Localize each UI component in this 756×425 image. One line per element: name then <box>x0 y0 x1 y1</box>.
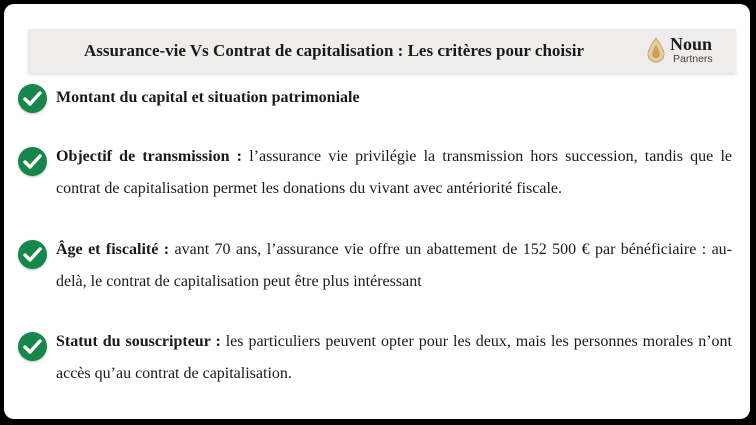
criterion-label: Statut du souscripteur : <box>56 333 221 350</box>
check-icon <box>18 147 47 176</box>
criterion-description: les particuliers peuvent opter pour les deux, mais les personnes morales n’ont accès qu’au contrat de capitalisation. <box>56 333 732 382</box>
criterion-text <box>56 82 732 114</box>
slide-card <box>4 4 750 419</box>
title-banner <box>28 29 736 73</box>
page-title: Assurance-vie Vs Contrat de capitalisation : Les critères pour choisir <box>83 41 585 60</box>
criterion-description: l’assurance vie privilégie la transmission hors succession, tandis que le contrat de capitalisation permet les donations du vivant avec antériorité fiscale. <box>56 148 732 197</box>
criterion-label: Âge et fiscalité : <box>56 241 170 258</box>
criterion-text <box>56 234 732 298</box>
criterion-description: avant 70 ans, l’assurance vie offre un abattement de 152 500 € par bénéficiaire : au-delà, le contrat de capitalisation peut être plus intéressant <box>56 241 733 290</box>
logo-subtitle: Partners <box>673 53 713 65</box>
criterion-text <box>56 141 732 205</box>
criterion-label: Montant du capital et situation patrimoniale <box>56 89 360 106</box>
criterion-text <box>56 326 732 390</box>
check-icon <box>18 84 47 113</box>
drop-icon <box>646 37 666 63</box>
check-icon <box>18 240 47 269</box>
logo-wordmark: Noun <box>670 34 713 54</box>
criterion-label: Objectif de transmission : <box>56 148 242 165</box>
noun-partners-logo <box>642 34 734 68</box>
check-icon <box>18 332 47 361</box>
